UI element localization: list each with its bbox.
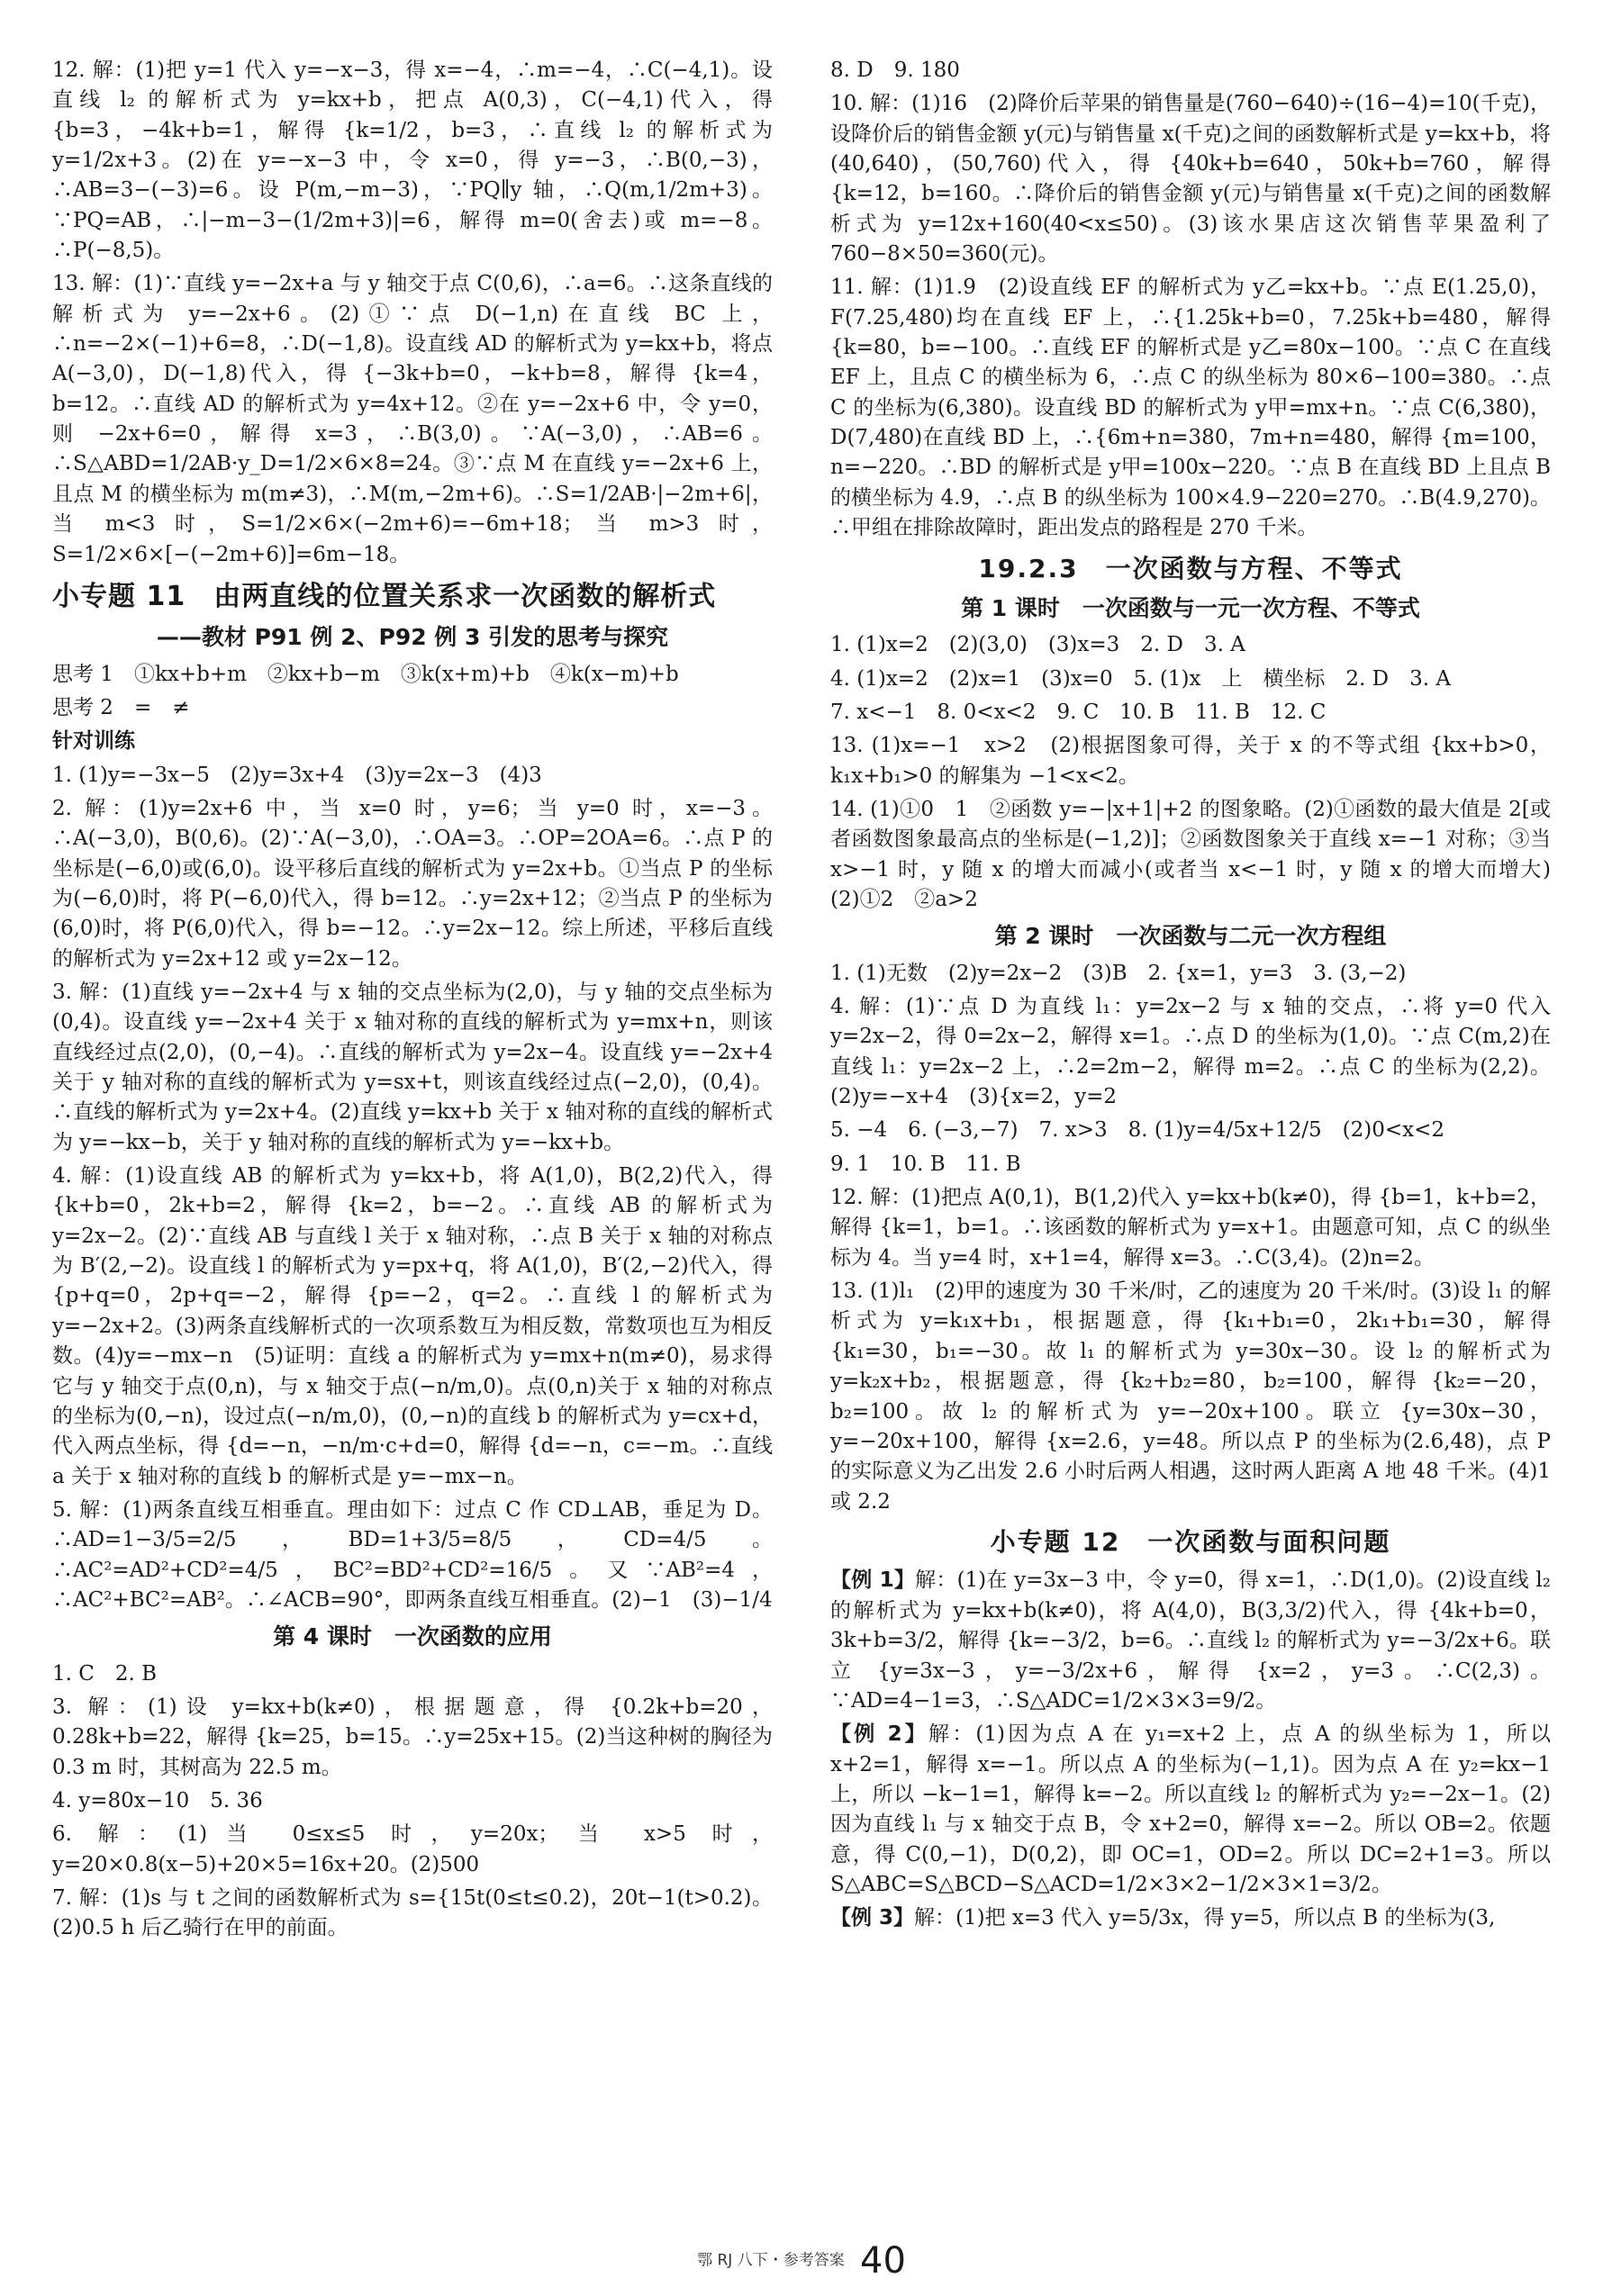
lesson-title: 第 2 课时 一次函数与二元一次方程组	[994, 923, 1387, 950]
answer-item: 9. 1 10. B 11. B	[830, 1152, 1021, 1176]
example-text: 解：(1)把 x=3 代入 y=5/3x，得 y=5，所以点 B 的坐标为(3,	[914, 1906, 1496, 1930]
answer-item: 10. 解：(1)16 (2)降价后苹果的销售量是(760−640)÷(16−4)=10(千克)，设降价后的销售金额 y(元)与销售量 x(千克)之间的函数解析式是 y=kx+b，将(40,640)，(50,760)代入，得 {40k+b=640，50k+b=760，解得 {k=12，b=160。∴降价后的销售金额 y(元)与销售量 x(千克)之间的函数解析式为 y=12x+160(40<x≤50)。(3)该水果店这次销售苹果盈利了 760−8×50=360(元)。	[830, 92, 1551, 267]
example-item	[830, 1720, 1551, 1900]
page-number: 40	[860, 2240, 906, 2282]
answer-item: 4. 解：(1)设直线 AB 的解析式为 y=kx+b，将 A(1,0)，B(2,2)代入，得 {k+b=0，2k+b=2，解得 {k=2，b=−2。∴直线 AB 的解析式为 y=2x−2。(2)∵直线 AB 与直线 l 关于 x 轴对称，∴点 B 关于 x 轴的对称点为 B′(2,−2)。设直线 l 的解析式为 y=px+q，将 A(1,0)，B′(2,−2)代入，得 {p+q=0，2p+q=−2，解得 {p=−2，q=2。∴直线 l 的解析式为 y=−2x+2。(3)两条直线解析式的一次项系数互为相反数，常数项也互为相反数。(4)y=−mx−n (5)证明：直线 a 的解析式为 y=mx+n(m≠0)，易求得它与 y 轴交于点(0,n)，与 x 轴交于点(−n/m,0)。点(0,n)关于 x 轴的对称点的坐标为(0,−n)，设过点(−n/m,0)，(0,−n)的直线 b 的解析式为 y=cx+d，代入两点坐标，得 {d=−n，−n/m·c+d=0，解得 {d=−n，c=−m。∴直线 a 关于 x 轴对称的直线 b 的解析式是 y=−mx−n。	[52, 1164, 773, 1488]
footer-source: 鄂 RJ 八下・参考答案	[697, 2251, 845, 2270]
example-text: 解：(1)因为点 A 在 y₁=x+2 上，点 A 的纵坐标为 1，所以 x+2=1，解得 x=−1。所以点 A 的坐标为(−1,1)。因为点 A 在 y₂=kx−1 上，所以 −k−1=1，解得 k=−2。所以直线 l₂ 的解析式为 y₂=−2x−1。(2)因为直线 l₁ 与 x 轴交于点 B，令 x+2=0，解得 x=−2。所以 OB=2。依题意，得 C(0,−1)，D(0,2)，即 OC=1，OD=2。所以 DC=2+1=3。所以 S△ABC=S△BCD−S△ACD=1/2×3×2−1/2×3×1=3/2。	[830, 1722, 1551, 1896]
answer-item: 3. 解：(1)设 y=kx+b(k≠0)，根据题意，得 {0.2k+b=20，0.28k+b=22，解得 {k=25，b=15。∴y=25x+15。(2)当这种树的胸径为 0.3 m 时，其树高为 22.5 m。	[52, 1695, 773, 1779]
lesson-title: 第 4 课时 一次函数的应用	[273, 1623, 552, 1650]
think-line: 思考 1 ①kx+b+m ②kx+b−m ③k(x+m)+b ④k(x−m)+b	[52, 662, 679, 686]
topic-title: 小专题 12 一次函数与面积问题	[990, 1526, 1391, 1557]
topic-subtitle: ——教材 P91 例 2、P92 例 3 引发的思考与探究	[156, 624, 669, 651]
answer-item: 1. (1)无数 (2)y=2x−2 (3)B 2. {x=1，y=3 3. (3,−2)	[830, 961, 1407, 985]
answer-item: 1. (1)x=2 (2)(3,0) (3)x=3 2. D 3. A	[830, 633, 1245, 657]
page-footer	[0, 2235, 1603, 2287]
answer-item: 5. −4 6. (−3,−7) 7. x>3 8. (1)y=4/5x+12/5 (2)0<x<2	[830, 1118, 1445, 1143]
right-column	[830, 56, 1571, 1938]
example-text: 解：(1)在 y=3x−3 中，令 y=0，得 x=1，∴D(1,0)。(2)设直线 l₂ 的解析式为 y=kx+b(k≠0)，将 A(4,0)，B(3,3/2)代入，得 {4k+b=0，3k+b=3/2，解得 {k=−3/2，b=6。∴直线 l₂ 的解析式为 y=−3/2x+6。联立 {y=3x−3，y=−3/2x+6，解得 {x=2，y=3。∴C(2,3)。∵AD=4−1=3，∴S△ADC=1/2×3×3=9/2。	[830, 1568, 1551, 1713]
answer-item: 2. 解：(1)y=2x+6 中，当 x=0 时，y=6；当 y=0 时，x=−3。∴A(−3,0)，B(0,6)。(2)∵A(−3,0)，∴OA=3。∴OP=2OA=6。∴点 P 的坐标是(−6,0)或(6,0)。设平移后直线的解析式为 y=2x+b。①当点 P 的坐标为(−6,0)时，将 P(−6,0)代入，得 b=12。∴y=2x+12；②当点 P 的坐标为(6,0)时，将 P(6,0)代入，得 b=−12。∴y=2x−12。综上所述，平移后直线的解析式为 y=2x+12 或 y=2x−12。	[52, 796, 773, 971]
practice-label: 针对训练	[52, 729, 135, 754]
example-label: 【例 2】	[830, 1722, 929, 1747]
example-item	[830, 1903, 1551, 1933]
answer-item: 13. 解：(1)∵直线 y=−2x+a 与 y 轴交于点 C(0,6)，∴a=6。∴这条直线的解析式为 y=−2x+6。(2)①∵点 D(−1,n)在直线 BC 上，∴n=−2×(−1)+6=8，∴D(−1,8)。设直线 AD 的解析式为 y=kx+b，将点 A(−3,0)，D(−1,8)代入，得 {−3k+b=0，−k+b=8，解得 {k=4，b=12。∴直线 AD 的解析式为 y=4x+12。②在 y=−2x+6 中，令 y=0，则 −2x+6=0，解得 x=3，∴B(3,0)。∵A(−3,0)，∴AB=6。∴S△ABD=1/2AB·y_D=1/2×6×8=24。③∵点 M 在直线 y=−2x+6 上，且点 M 的横坐标为 m(m≠3)，∴M(m,−2m+6)。∴S=1/2AB·|−2m+6|，当 m<3 时，S=1/2×6×(−2m+6)=−6m+18；当 m>3 时，S=1/2×6×[−(−2m+6)]=6m−18。	[52, 272, 773, 566]
example-label: 【例 1】	[830, 1568, 916, 1593]
answer-item: 4. 解：(1)∵点 D 为直线 l₁：y=2x−2 与 x 轴的交点，∴将 y=0 代入 y=2x−2，得 0=2x−2，解得 x=1。∴点 D 的坐标为(1,0)。∵点 C(m,2)在直线 l₁：y=2x−2 上，∴2=2m−2，解得 m=2。∴点 C 的坐标为(2,2)。(2)y=−x+4 (3){x=2，y=2	[830, 995, 1551, 1109]
answer-item: 12. 解：(1)把 y=1 代入 y=−x−3，得 x=−4，∴m=−4，∴C(−4,1)。设直线 l₂ 的解析式为 y=kx+b，把点 A(0,3)，C(−4,1)代入，得 {b=3，−4k+b=1，解得 {k=1/2，b=3，∴直线 l₂ 的解析式为 y=1/2x+3。(2)在 y=−x−3 中，令 x=0，得 y=−3，∴B(0,−3)，∴AB=3−(−3)=6。设 P(m,−m−3)，∵PQ∥y 轴，∴Q(m,1/2m+3)。∵PQ=AB，∴|−m−3−(1/2m+3)|=6，解得 m=0(舍去)或 m=−8。∴P(−8,5)。	[52, 59, 773, 263]
section-title: 19.2.3 一次函数与方程、不等式	[978, 553, 1403, 583]
answer-item: 7. x<−1 8. 0<x<2 9. C 10. B 11. B 12. C	[830, 701, 1327, 725]
answer-item: 4. y=80x−10 5. 36	[52, 1788, 263, 1812]
answer-item: 6. 解：(1)当 0≤x≤5 时，y=20x；当 x>5 时，y=20×0.8(x−5)+20×5=16x+20。(2)500	[52, 1822, 773, 1876]
answer-item: 7. 解：(1)s 与 t 之间的函数解析式为 s={15t(0≤t≤0.2)，20t−1(t>0.2)。(2)0.5 h 后乙骑行在甲的前面。	[52, 1885, 773, 1940]
example-item	[830, 1566, 1551, 1716]
answer-item: 1. C 2. B	[52, 1661, 158, 1686]
topic-title: 小专题 11 由两直线的位置关系求一次函数的解析式	[52, 580, 717, 612]
answer-item: 8. D 9. 180	[830, 59, 960, 82]
answer-item: 13. (1)x=−1 x>2 (2)根据图象可得，关于 x 的不等式组 {kx+b>0，k₁x+b₁>0 的解集为 −1<x<2。	[830, 734, 1551, 788]
left-column	[52, 56, 773, 1948]
answer-item: 3. 解：(1)直线 y=−2x+4 与 x 轴的交点坐标为(2,0)，与 y 轴的交点坐标为(0,4)。设直线 y=−2x+4 关于 x 轴对称的直线的解析式为 y=mx+n，则该直线经过点(2,0)，(0,−4)。∴直线的解析式为 y=2x−4。设直线 y=−2x+4 关于 y 轴对称的直线的解析式为 y=sx+t，则该直线经过点(−2,0)，(0,4)。∴直线的解析式为 y=2x+4。(2)直线 y=kx+b 关于 x 轴对称的直线的解析式为 y=−kx−b，关于 y 轴对称的直线的解析式为 y=−kx+b。	[52, 981, 773, 1154]
example-label: 【例 3】	[830, 1906, 915, 1930]
answer-item: 14. (1)①0 1 ②函数 y=−|x+1|+2 的图象略。(2)①函数的最大值是 2[或者函数图象最高点的坐标是(−1,2)]；②函数图象关于直线 x=−1 对称；③当 x>−1 时，y 随 x 的增大而减小(或者当 x<−1 时，y 随 x 的增大而增大) (2)①2 ②a>2	[830, 798, 1571, 912]
answer-item: 5. 解：(1)两条直线互相垂直。理由如下：过点 C 作 CD⊥AB，垂足为 D。∴AD=1−3/5=2/5，BD=1+3/5=8/5，CD=4/5。∴AC²=AD²+CD²=4/5，BC²=BD²+CD²=16/5。又∵AB²=4，∴AC²+BC²=AB²。∴∠ACB=90°，即两条直线互相垂直。(2)−1 (3)−1/4	[52, 1497, 773, 1612]
think-line: 思考 2 = ≠	[52, 695, 190, 719]
answer-item: 12. 解：(1)把点 A(0,1)，B(1,2)代入 y=kx+b(k≠0)，得 {b=1，k+b=2，解得 {k=1，b=1。∴该函数的解析式为 y=x+1。由题意可知，点 C 的纵坐标为 4。当 y=4 时，x+1=4，解得 x=3。∴C(3,4)。(2)n=2。	[830, 1186, 1551, 1270]
answer-item: 1. (1)y=−3x−5 (2)y=3x+4 (3)y=2x−3 (4)3	[52, 763, 542, 787]
answer-item: 4. (1)x=2 (2)x=1 (3)x=0 5. (1)x 上 横坐标 2. D 3. A	[830, 666, 1451, 691]
lesson-title: 第 1 课时 一次函数与一元一次方程、不等式	[961, 595, 1420, 622]
answer-item: 13. (1)l₁ (2)甲的速度为 30 千米/时，乙的速度为 20 千米/时。(3)设 l₁ 的解析式为 y=k₁x+b₁，根据题意，得 {k₁+b₁=0，2k₁+b₁=30，解得 {k₁=30，b₁=−30。故 l₁ 的解析式为 y=30x−30。设 l₂ 的解析式为 y=k₂x+b₂，根据题意，得 {k₂+b₂=80，b₂=100，解得 {k₂=−20，b₂=100。故 l₂ 的解析式为 y=−20x+100。联立 {y=30x−30，y=−20x+100，解得 {x=2.6，y=48。所以点 P 的坐标为(2.6,48)，点 P 的实际意义为乙出发 2.6 小时后两人相遇，这时两人距离 A 地 48 千米。(4)1 或 2.2	[830, 1279, 1551, 1514]
answer-item: 11. 解：(1)1.9 (2)设直线 EF 的解析式为 y乙=kx+b。∵点 E(1.25,0)，F(7.25,480)均在直线 EF 上，∴{1.25k+b=0，7.25k+b=480，解得 {k=80，b=−100。∴直线 EF 的解析式是 y乙=80x−100。∵点 C 在直线 EF 上，且点 C 的横坐标为 6，∴点 C 的纵坐标为 80×6−100=380。∴点 C 的坐标为(6,380)。设直线 BD 的解析式为 y甲=mx+n。∵点 C(6,380)，D(7,480)在直线 BD 上，∴{6m+n=380，7m+n=480，解得 {m=100，n=−220。∴BD 的解析式是 y甲=100x−220。∵点 B 在直线 BD 上且点 B 的横坐标为 4.9，∴点 B 的纵坐标为 100×4.9−220=270。∴B(4.9,270)。∴甲组在排除故障时，距出发点的路程是 270 千米。	[830, 276, 1551, 540]
